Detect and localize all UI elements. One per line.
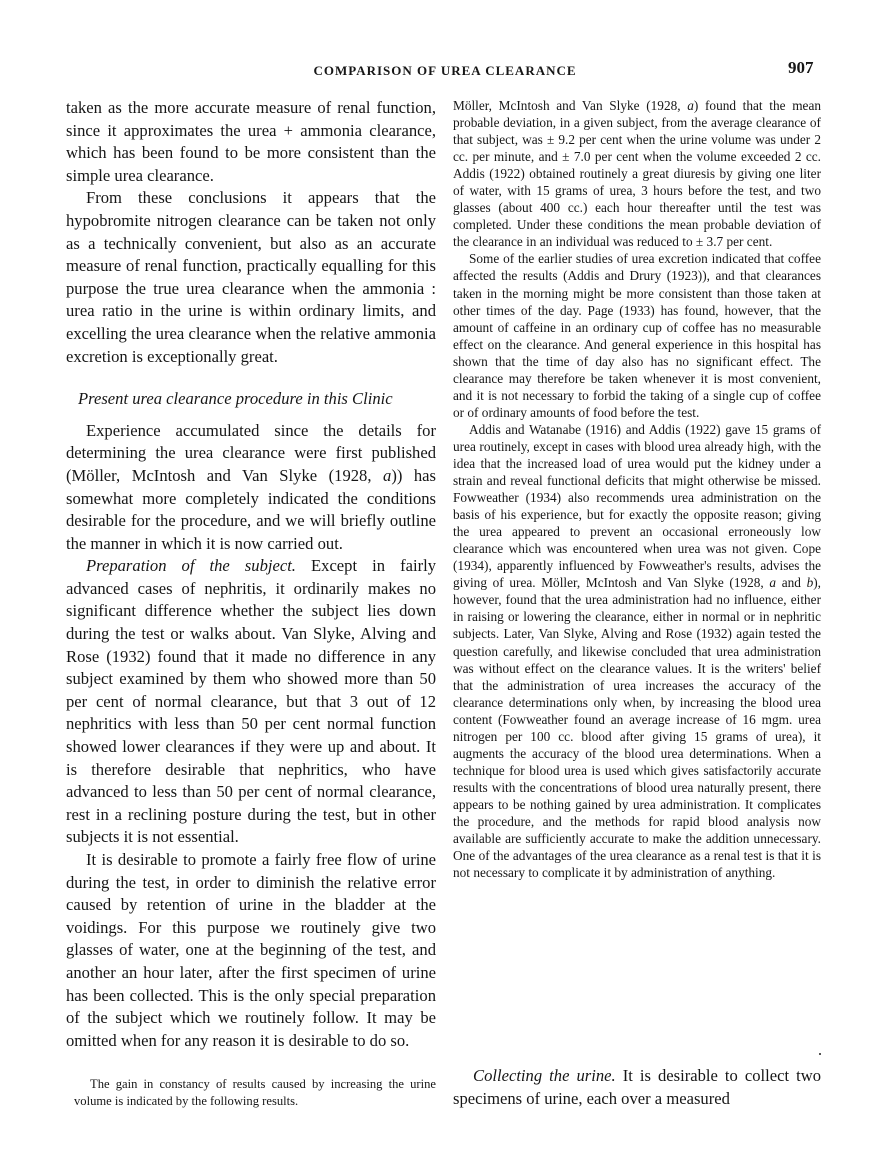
text-run: Except in fairly advanced cases of nephritis, it ordinarily makes no significant difference whether the subject lies down during the test or walks about. Van Slyke, Alving and Rose (1932) found that it made no difference in any subject examined by them who showed more than 50 per cent of normal clearance, but that 3 out of 12 nephritics with less than 50 per cent normal function showed lower clearances if they were up and about. It is therefore desirable that nephritics, who have advanced to less than 50 per cent of normal clearance, rest in a reclining posture during the test, but in other subjects it is not essential.	[66, 556, 437, 847]
paragraph: Some of the earlier studies of urea excretion indicated that coffee affected the results (Addis and Drury (1923)), and that clearances taken in the morning might be more consistent than those taken at other times of the day. Page (1933) has found, however, that the amount of caffeine in an ordinary cup of coffee has no measurable effect on the clearance. And general experience in this hospital has shown that the time of day also has no significant effect. The clearance may therefore be taken whenever it is most convenient, and it is not necessary to forbid the taking of a single cup of coffee or of ordinary amounts of food before the test.	[453, 251, 821, 420]
footnote: The gain in constancy of results caused by increasing the urine volume is indicated by the following results.	[74, 1077, 436, 1108]
running-title: COMPARISON OF UREA CLEARANCE	[313, 63, 577, 78]
text-run: )) has somewhat more completely indicated the conditions desirable for the procedure, and we will briefly outline the manner in which it is now carried out.	[66, 465, 437, 553]
italic-ref: a	[769, 575, 777, 591]
text-run: Möller, McIntosh and Van Slyke (1928,	[453, 98, 688, 113]
text-run: It is desirable to collect two specimens of urine, each over a measured	[453, 1066, 821, 1108]
text-run: Addis and Watanabe (1916) and Addis (1922) gave 15 grams of urea routinely, except in cases with blood urea already high, with the idea that the increased load of urea would put the kidney under a strain and reveal functional deficits that might otherwise be missed. Fowweather (1934) also recommends urea administration on the basis of his experience, but for exactly the opposite reason; giving the urea appeared to prevent an occasional erroneously low clearance which was encountered when urea was not given. Cope (1934), apparently influenced by Fowweather's results, advises the giving of urea. Möller, McIntosh and Van Slyke (1928,	[453, 421, 821, 591]
italic-ref: a	[687, 98, 694, 113]
paragraph	[66, 420, 436, 556]
italic-ref: a	[383, 465, 392, 485]
left-column	[66, 97, 436, 1052]
text-run: ) found that the mean probable deviation, in a given subject, from the average clearance of that subject, was ± 9.2 per cent when the urine volume was under 2 cc. per minute, and ± 7.0 per cent when the volume exceeded 2 cc. Addis (1922) obtained routinely a great diuresis by giving one liter of water, with 15 grams of urea, 3 hours before the test, and two glasses (about 400 cc.) each hour thereafter until the test was completed. Under these conditions the mean probable deviation of the clearance in an individual was reduced to ± 3.7 per cent.	[453, 98, 821, 250]
paragraph: It is desirable to promote a fairly free flow of urine during the test, in order to diminish the relative error caused by retention of urine in the bladder at the voidings. For this purpose we routinely give two glasses of water, one at the beginning of the test, and another an hour later, after the first specimen of urine has been collected. This is the only special preparation of the subject which we routinely follow. It may be omitted when for any reason it is desirable to do so.	[66, 850, 436, 1050]
right-column	[453, 97, 821, 881]
print-mark	[819, 1053, 821, 1055]
paragraph	[453, 421, 821, 881]
text-run: Experience accumulated since the details for determining the urea clearance were first published (Möller, McIntosh and Van Slyke (1928,	[66, 420, 436, 485]
run-in-heading: Collecting the urine.	[473, 1066, 616, 1085]
paragraph	[453, 1065, 821, 1110]
run-in-heading: Preparation of the subject.	[86, 556, 296, 576]
page-number: 907	[788, 58, 814, 77]
text-run: ), however, found that the urea administration had no influence, either in raising or lowering the clearance, either in normal or in nephritic subjects. Later, Van Slyke, Alving and Rose (1932) again tested the question carefully, and likewise concluded that urea administration was without effect on the clearance values. It is the writers' belief that the administration of urea increases the accuracy of the clearance determinations only when, by increasing the blood urea content (Fowweather found an average increase of 16 mgm. urea nitrogen per 100 cc. blood after giving 15 grams of urea), it augments the accuracy of the blood urea determinations. When a technique for blood urea is used which gives satisfactorily accurate results with the concentrations of blood urea naturally present, there appears to be nothing gained by urea administration. It complicates the procedure, and the methods for rapid blood analysis now available are sufficiently accurate to make the addition unnecessary. One of the advantages of the urea clearance as a renal test is that it is not necessary to complicate it by administration of anything.	[453, 575, 821, 881]
section-heading: Present urea clearance procedure in this Clinic	[78, 389, 393, 409]
paragraph: From these conclusions it appears that the hypobromite nitrogen clearance can be taken not only as a technically convenient, but also as an accurate measure of renal function, practically equalling for this purpose the true urea clearance when the ammonia : urea ratio in the urine is within ordinary limits, and excelling the urea clearance when the relative ammonia excretion is exceptionally great.	[66, 188, 436, 366]
paragraph	[453, 97, 821, 250]
paragraph: taken as the more accurate measure of renal function, since it approximates the urea + ammonia clearance, which has been found to be more consistent than the simple urea clearance.	[66, 98, 436, 185]
paragraph	[66, 555, 436, 849]
italic-ref: b	[806, 575, 814, 591]
text-run: and	[776, 575, 807, 591]
